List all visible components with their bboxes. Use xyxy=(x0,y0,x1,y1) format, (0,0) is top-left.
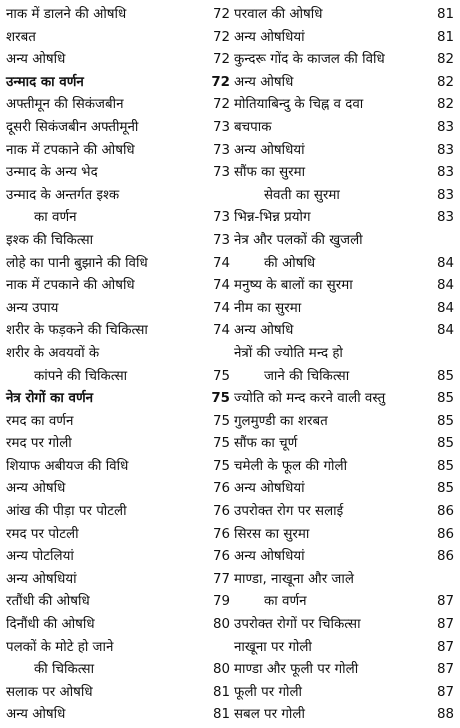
entry-title: की चिकित्सा xyxy=(34,662,95,678)
index-entry xyxy=(234,501,456,524)
index-entry xyxy=(6,230,230,253)
index-entry xyxy=(234,637,456,660)
index-entry xyxy=(234,478,456,501)
page-number: 83 xyxy=(436,119,454,135)
entry-title: बचपाक xyxy=(234,119,272,135)
index-entry xyxy=(6,49,230,72)
index-entry xyxy=(234,207,456,230)
entry-title: चमेली के फूल की गोली xyxy=(234,458,348,474)
entry-title: माण्डा और फूली पर गोली xyxy=(234,662,359,678)
entry-title: सौंफ का चूर्ण xyxy=(234,436,298,452)
index-entry xyxy=(6,117,230,140)
entry-title: सेवती का सुरमा xyxy=(264,187,340,203)
entry-title: फूली पर गोली xyxy=(234,684,303,700)
entry-title: अन्य ओषधि xyxy=(6,52,66,68)
page-number: 81 xyxy=(212,707,230,723)
page-number: 84 xyxy=(436,323,454,339)
entry-title: उन्माद के अन्य भेद xyxy=(6,165,98,181)
index-entry xyxy=(234,253,456,276)
index-entry xyxy=(6,704,230,727)
page-number: 83 xyxy=(436,142,454,158)
page-number: 82 xyxy=(436,52,454,68)
entry-title: नेत्र और पलकों की खुजली xyxy=(234,232,363,248)
page-number: 73 xyxy=(212,119,230,135)
index-entry xyxy=(234,117,456,140)
entry-title: अन्य पोटलियां xyxy=(6,549,74,565)
index-entry xyxy=(234,140,456,163)
index-entry xyxy=(6,682,230,705)
section-heading-row xyxy=(6,388,230,411)
entry-title: आंख की पीड़ा पर पोटली xyxy=(6,504,127,520)
entry-title: दिनौंधी की ओषधि xyxy=(6,617,95,633)
index-entry xyxy=(234,27,456,50)
page-number: 83 xyxy=(436,210,454,226)
entry-title: अन्य ओषधियां xyxy=(6,571,77,587)
entry-title: रतौंधी की ओषधि xyxy=(6,594,90,610)
section-heading-row xyxy=(6,72,230,95)
index-entry xyxy=(234,162,456,185)
index-entry xyxy=(234,682,456,705)
page-number: 73 xyxy=(212,210,230,226)
page-number: 72 xyxy=(212,29,230,45)
index-entry xyxy=(6,320,230,343)
page-number: 72 xyxy=(212,97,230,113)
entry-title: भिन्न-भिन्न प्रयोग xyxy=(234,210,311,226)
entry-title: कांपने की चिकित्सा xyxy=(34,368,128,384)
entry-title: अन्य ओषधि xyxy=(234,74,294,90)
index-entry xyxy=(234,366,456,389)
entry-title: अन्य ओषधियां xyxy=(234,142,305,158)
page-number: 72 xyxy=(212,7,230,22)
entry-title: अन्य ओषधि xyxy=(6,707,66,723)
entry-title: अन्य उपाय xyxy=(6,300,59,316)
index-entry xyxy=(6,433,230,456)
entry-title: दूसरी सिकंजबीन अफ्तीमूनी xyxy=(6,119,139,135)
index-entry xyxy=(234,275,456,298)
page-number: 74 xyxy=(212,300,230,316)
index-entry xyxy=(6,411,230,434)
index-entry xyxy=(6,185,230,208)
index-entry xyxy=(6,478,230,501)
page-number: 75 xyxy=(212,458,230,474)
entry-title: गुलमुण्डी का शरबत xyxy=(234,413,328,429)
index-entry xyxy=(6,4,230,27)
entry-title: रमद पर गोली xyxy=(6,436,72,452)
entry-title: सबल पर गोली xyxy=(234,707,305,723)
index-entry xyxy=(234,524,456,547)
entry-title: ज्योति को मन्द करने वाली वस्तु xyxy=(234,391,386,407)
page-number: 75 xyxy=(212,368,230,384)
page-number: 81 xyxy=(212,684,230,700)
entry-title: परवाल की ओषधि xyxy=(234,7,323,22)
entry-title: उन्माद का वर्णन xyxy=(6,74,84,90)
page-number: 79 xyxy=(212,594,230,610)
index-entry xyxy=(6,659,230,682)
page-number: 86 xyxy=(436,549,454,565)
page-number: 75 xyxy=(212,413,230,429)
index-entry xyxy=(234,49,456,72)
index-entry xyxy=(234,411,456,434)
index-entry xyxy=(6,298,230,321)
index-entry xyxy=(6,591,230,614)
entry-title: लोहे का पानी बुझाने की विधि xyxy=(6,255,148,271)
entry-title: का वर्णन xyxy=(264,594,307,610)
index-entry xyxy=(234,659,456,682)
entry-title: अन्य ओषधि xyxy=(234,323,294,339)
page-number: 83 xyxy=(436,165,454,181)
index-entry xyxy=(6,253,230,276)
index-entry xyxy=(234,569,456,592)
page-number: 73 xyxy=(212,142,230,158)
page-number: 74 xyxy=(212,323,230,339)
index-entry xyxy=(6,569,230,592)
index-entry xyxy=(6,27,230,50)
page-number: 87 xyxy=(436,594,454,610)
index-entry xyxy=(6,343,230,366)
entry-title: नाखूना पर गोली xyxy=(234,639,312,655)
page-number: 85 xyxy=(436,391,454,407)
page-number: 87 xyxy=(436,639,454,655)
page-number: 88 xyxy=(436,707,454,723)
index-entry xyxy=(234,388,456,411)
page-number: 85 xyxy=(436,368,454,384)
page-number: 85 xyxy=(436,481,454,497)
entry-title: अन्य ओषधियां xyxy=(234,481,305,497)
entry-title: अफ्तीमून की सिकंजबीन xyxy=(6,97,124,113)
index-entry xyxy=(234,298,456,321)
entry-title: उपरोक्त रोगों पर चिकित्सा xyxy=(234,617,361,633)
page-number: 76 xyxy=(212,526,230,542)
page-number: 87 xyxy=(436,662,454,678)
page-number: 72 xyxy=(212,52,230,68)
entry-title: नेत्रों की ज्योति मन्द हो xyxy=(234,345,343,361)
entry-title: नाक में टपकाने की ओषधि xyxy=(6,278,135,294)
entry-title: नाक में डालने की ओषधि xyxy=(6,7,127,22)
index-entry xyxy=(234,72,456,95)
page-number: 81 xyxy=(436,7,454,22)
page-number: 81 xyxy=(436,29,454,45)
page-number: 75 xyxy=(212,436,230,452)
index-entry xyxy=(234,343,456,366)
page-number: 73 xyxy=(212,165,230,181)
entry-title: उपरोक्त रोग पर सलाई xyxy=(234,504,344,520)
page-number: 85 xyxy=(436,436,454,452)
index-entry xyxy=(234,4,456,27)
page-number: 87 xyxy=(436,617,454,633)
page-number: 80 xyxy=(212,617,230,633)
page-number: 75 xyxy=(211,391,230,407)
page-number: 82 xyxy=(436,74,454,90)
index-entry xyxy=(6,614,230,637)
entry-title: जाने की चिकित्सा xyxy=(264,368,350,384)
index-entry xyxy=(6,140,230,163)
index-entry xyxy=(6,546,230,569)
index-entry xyxy=(6,501,230,524)
page-number: 82 xyxy=(436,97,454,113)
right-column xyxy=(234,4,456,727)
entry-title: शरीर के फड़कने की चिकित्सा xyxy=(6,323,148,339)
entry-title: इश्क की चिकित्सा xyxy=(6,232,94,248)
index-entry xyxy=(234,185,456,208)
entry-title: अन्य ओषधि xyxy=(6,481,66,497)
page-number: 76 xyxy=(212,549,230,565)
page-number: 86 xyxy=(436,504,454,520)
index-entry xyxy=(6,162,230,185)
entry-title: शियाफ अबीयज की विधि xyxy=(6,458,129,474)
page-number: 73 xyxy=(212,232,230,248)
entry-title: उन्माद के अन्तर्गत इश्क xyxy=(6,187,120,203)
entry-title: नीम का सुरमा xyxy=(234,300,302,316)
entry-title: अन्य ओषधियां xyxy=(234,549,305,565)
page-number: 84 xyxy=(436,278,454,294)
index-entry xyxy=(234,230,456,253)
entry-title: पलकों के मोटे हो जाने xyxy=(6,639,114,655)
index-entry xyxy=(234,320,456,343)
index-entry xyxy=(234,546,456,569)
entry-title: माण्डा, नाखूना और जाले xyxy=(234,571,354,587)
index-entry xyxy=(6,207,230,230)
entry-title: शरीर के अवयवों के xyxy=(6,345,100,361)
page-number: 80 xyxy=(212,662,230,678)
page-number: 77 xyxy=(212,571,230,587)
left-column xyxy=(6,4,230,727)
entry-title: सौंफ का सुरमा xyxy=(234,165,306,181)
index-entry xyxy=(6,524,230,547)
page-number: 76 xyxy=(212,481,230,497)
entry-title: मनुष्य के बालों का सुरमा xyxy=(234,278,353,294)
page-number: 84 xyxy=(436,255,454,271)
entry-title: नेत्र रोगों का वर्णन xyxy=(6,391,94,407)
index-entry xyxy=(234,614,456,637)
index-entry xyxy=(234,456,456,479)
entry-title: का वर्णन xyxy=(34,210,77,226)
entry-title: सिरस का सुरमा xyxy=(234,526,310,542)
entry-title: नाक में टपकाने की ओषधि xyxy=(6,142,135,158)
index-entry xyxy=(234,94,456,117)
page-number: 74 xyxy=(212,278,230,294)
entry-title: शरबत xyxy=(6,29,36,45)
index-entry xyxy=(6,637,230,660)
entry-title: की ओषधि xyxy=(264,255,316,271)
index-entry xyxy=(6,275,230,298)
index-entry xyxy=(6,456,230,479)
page-number: 85 xyxy=(436,458,454,474)
entry-title: मोतियाबिन्दु के चिह्न व दवा xyxy=(234,97,364,113)
page-number: 83 xyxy=(436,187,454,203)
page-number: 86 xyxy=(436,526,454,542)
index-entry xyxy=(234,591,456,614)
entry-title: अन्य ओषधियां xyxy=(234,29,305,45)
entry-title: सलाक पर ओषधि xyxy=(6,684,93,700)
page-number: 76 xyxy=(212,504,230,520)
index-entry xyxy=(6,366,230,389)
entry-title: रमद पर पोटली xyxy=(6,526,79,542)
page-number: 84 xyxy=(436,300,454,316)
index-entry xyxy=(234,433,456,456)
page-number: 72 xyxy=(211,74,230,90)
entry-title: रमद का वर्णन xyxy=(6,413,74,429)
index-entry xyxy=(234,704,456,727)
page-number: 87 xyxy=(436,684,454,700)
page-number: 85 xyxy=(436,413,454,429)
index-entry xyxy=(6,94,230,117)
page-number: 74 xyxy=(212,255,230,271)
entry-title: कुन्दरू गोंद के काजल की विधि xyxy=(234,52,385,68)
